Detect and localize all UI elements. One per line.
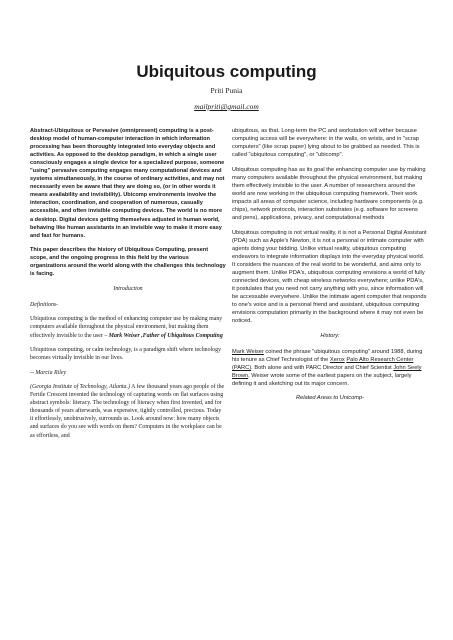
definition-georgia xyxy=(30,383,226,439)
left-column xyxy=(30,127,226,627)
history-text-1: coined the phrase "ubiquitous computing" around 1988, during his tenure as Chief Technologist of the xyxy=(232,348,423,363)
link-john-seely-brown[interactable]: John Seely Brown xyxy=(232,364,422,379)
georgia-attribution: (Georgia Institute of Technology, Atlanta.) xyxy=(30,384,130,391)
author-name: Priti Punia xyxy=(210,86,243,95)
definition-weiser-attribution: Mark Weiser ,Father of Ubiquitous Computing xyxy=(108,332,223,339)
comparison-paragraph: Ubiquitous computing is not virtual reality, it is not a Personal Digital Assistant (PDA) such as Apple's Newton, it is not a personal or intimate computer with agents doing your bidding. Unlike virtual reality, ubiquitous computing endeavors to integrate information displays into the everyday physical world. It considers the nuances of the real world to be wonderful, and aims only to augment them. Unlike PDA's, ubiquitous computing envisions a world of fully connected devices, with cheap wireless networks everywhere; unlike PDA's, it postulates that you need not carry anything with you, since information will be accessable everywhere. Unlike the intimate agent computer that responds to one's voice and is a personal friend and assistant, ubiquitous computing envisions computation primarily in the background where it may not even be noticed. xyxy=(232,229,427,325)
history-text-4: , Weiser wrote some of the earliest papers on the subject, largely defining it and sketching out its major concern. xyxy=(232,372,412,387)
paper-title: Ubiquitous computing xyxy=(136,62,317,81)
scope-paragraph: This paper describes the history of Ubiquitous Computing, present scope, and the ongoing progress in this field by the various organizations around the world along with the challenges this technology is facing. xyxy=(30,247,226,278)
definition-riley: Ubiquitous computing, or calm technology, is a paradigm shift where technology becomes virtually invisible in our lives. xyxy=(30,347,222,362)
introduction-heading: Introduction xyxy=(113,285,143,292)
ubicomp-paragraph: ubiquitous, as that. Long-term the PC and workstation will wither because computing access will be everywhere: in the walls, on wrists, and in "scrap computers" (like scrap paper) lying about to be grabbed as needed. This is called "ubiquitous computing", or "ubicomp". xyxy=(232,128,420,159)
definition-weiser-text: Ubiquitous computing is the method of enhancing computer use by making many computers available throughout the physical environment, but making them effectively invisible to the user – xyxy=(30,316,223,339)
right-column xyxy=(232,127,428,627)
link-xerox[interactable]: Xerox xyxy=(329,356,345,363)
history-text-3: . Both alone and with PARC Director and Chief Scientist xyxy=(251,364,394,371)
related-areas-heading: Related Areas to Unicomp- xyxy=(295,395,365,402)
riley-attribution: -- Marcia Riley xyxy=(30,369,67,376)
georgia-text: A few thousand years ago people of the Fertile Crescent invented the technology of capturing words on flat surfaces using abstract symbols: literacy. The technology of literacy when first invented, and for thousands of years afterwards, was expensive, tightly controlled, precious. Today it effortlessly, unobtrusively, surrounds us. Look around now: how many objects and surfaces do you see with words on them? Computers in the workplace can be as effortless, and xyxy=(30,384,225,439)
link-mark-weiser[interactable]: Mark Weiser xyxy=(232,348,264,355)
definitions-heading: Definitions- xyxy=(30,301,59,308)
history-heading: History: xyxy=(320,332,340,339)
link-parc[interactable]: Palo Alto Research Center (PARC) xyxy=(232,356,414,371)
goal-paragraph: Ubiquitous computing has as its goal the enhancing computer use by making many computers available throughout the physical environment, but making them effectively invisible to the user. A number of researchers around the world are now working in the ubiquitous computing framework. Their work impacts all areas of computer science, including hardware components (e.g. chips), network protocols, interaction substrates (e.g. software for screens and pens), applications, privacy, and computational methods xyxy=(232,166,426,221)
history-paragraph xyxy=(232,348,428,388)
abstract-paragraph: Abstract-Ubiquitous or Pervasive (omnipresent) computing is a post-desktop model of human-computer interaction in which information processing has been thoroughly integrated into everyday objects and activities. As opposed to the desktop paradigm, in which a single user consciously engages a single device for a specialized purpose, someone "using" pervasive computing engages many computational devices and systems simultaneously, in the course of ordinary activities, and may not necessarily even be aware that they are doing so, (or in other words it means availability and invisibility). Ubicomp environments involve the interaction, coordination, and cooperation of numerous, casually accessible, and often invisible computing devices. The world is no more a desktop. Digital devices getting themselves adjusted in human world, behaving like human assistants in an invisible way to make it more easy and fast for humans. xyxy=(30,128,225,239)
definition-weiser xyxy=(30,315,226,339)
author-email-link[interactable]: mailpriti@gmail.com xyxy=(194,102,259,111)
